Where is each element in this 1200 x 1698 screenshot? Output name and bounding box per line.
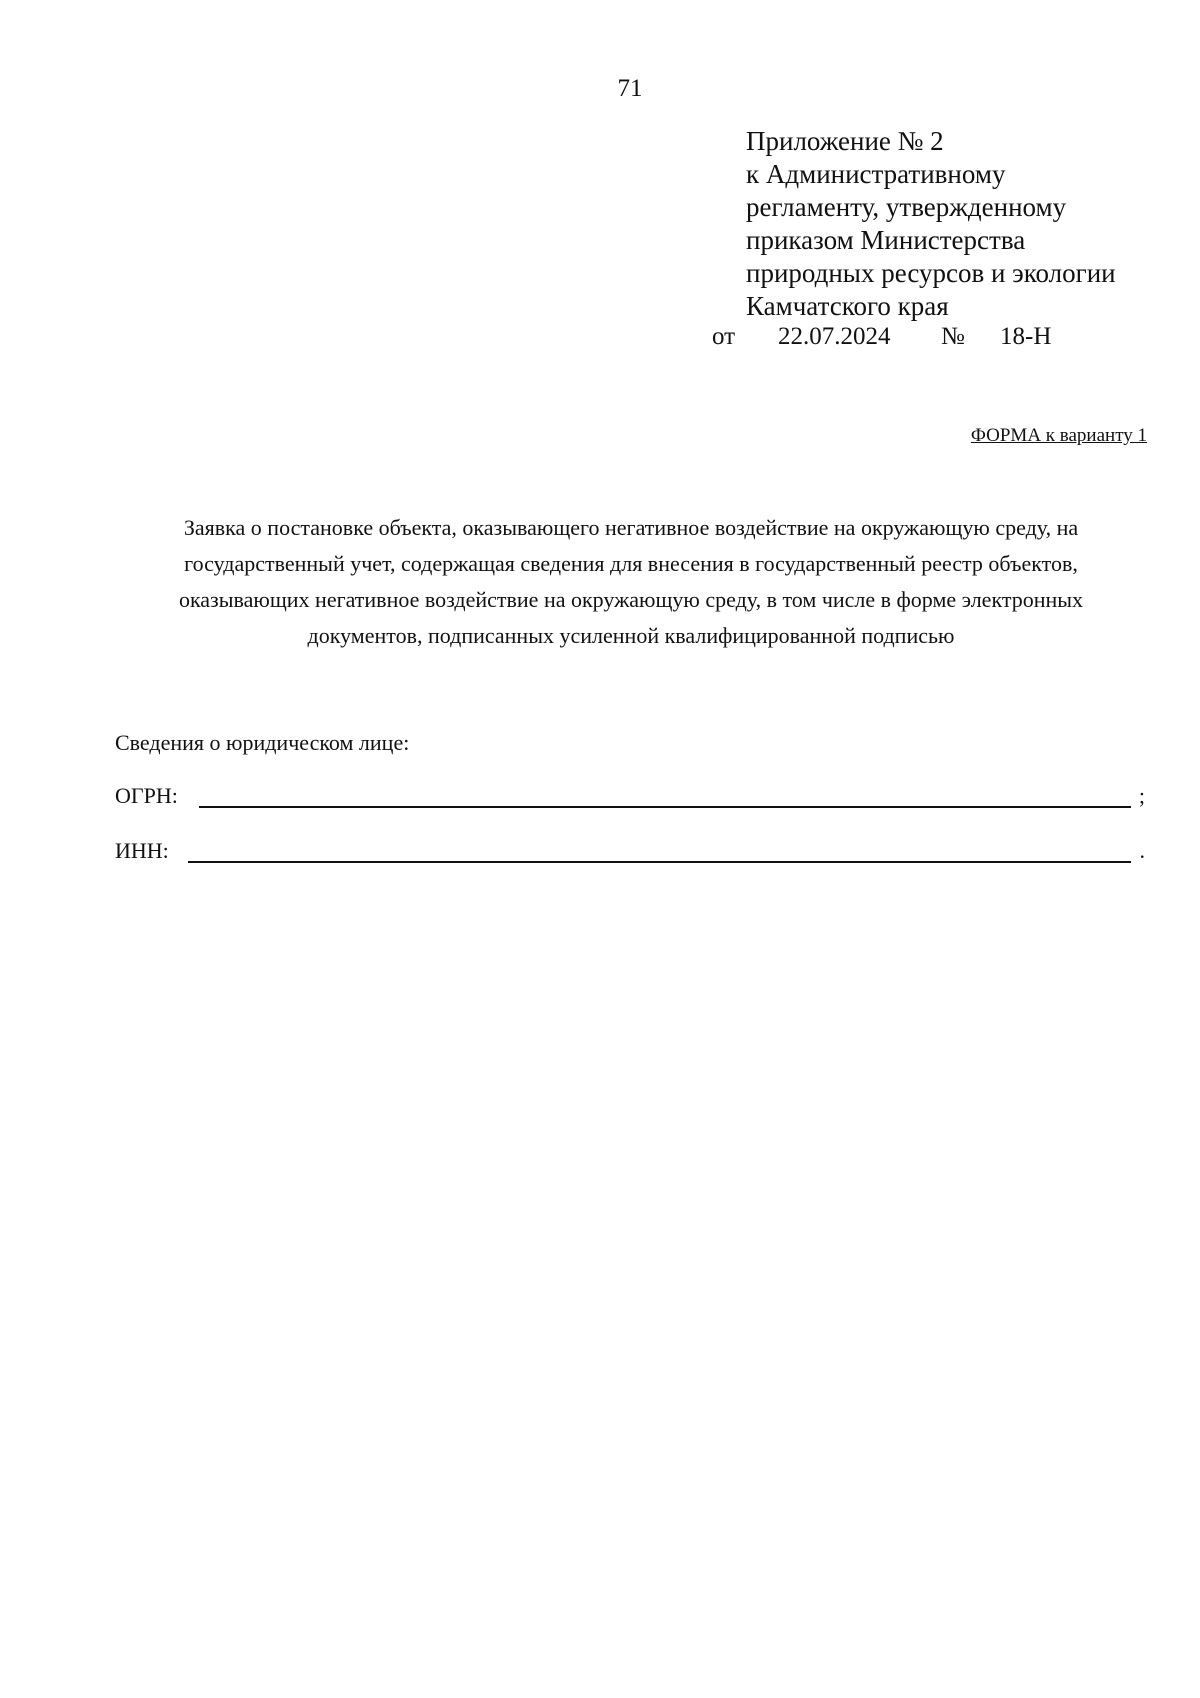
legal-entity-heading: Сведения о юридическом лице: — [115, 730, 410, 755]
ogrn-field[interactable] — [199, 806, 1131, 808]
order-number-sign: № — [941, 323, 965, 350]
appendix-line: природных ресурсов и экологии — [746, 258, 1116, 288]
title-line: оказывающих негативное воздействие на окружающую среду, в том числе в форме электронных — [178, 587, 1084, 612]
appendix-line: к Административному — [746, 159, 1006, 189]
document-title — [100, 510, 1162, 654]
appendix-line: Камчатского края — [746, 291, 949, 321]
ogrn-label: ОГРН: — [115, 783, 178, 808]
order-date: 22.07.2024 — [778, 323, 891, 350]
page-number: 71 — [617, 75, 643, 102]
appendix-line: Приложение № 2 — [746, 126, 944, 156]
order-from-label: от — [712, 323, 736, 350]
appendix-header — [746, 125, 1116, 323]
title-line: государственный учет, содержащая сведения для внесения в государственный реестр объектов, — [184, 551, 1078, 576]
order-number: 18-Н — [1000, 323, 1052, 350]
ogrn-terminator: ; — [1138, 783, 1145, 808]
inn-terminator: . — [1139, 838, 1145, 863]
appendix-line: приказом Министерства — [746, 225, 1026, 255]
inn-field[interactable] — [188, 861, 1131, 863]
form-variant-label: ФОРМА к варианту 1 — [970, 425, 1147, 446]
ogrn-field-row — [115, 782, 1145, 812]
appendix-line: регламенту, утвержденному — [746, 192, 1067, 222]
inn-field-row — [115, 837, 1145, 867]
title-line: документов, подписанных усиленной квалифицированной подписью — [307, 623, 955, 648]
inn-label: ИНН: — [115, 838, 169, 863]
title-line: Заявка о постановке объекта, оказывающего негативное воздействие на окружающую среду, на — [183, 515, 1079, 540]
